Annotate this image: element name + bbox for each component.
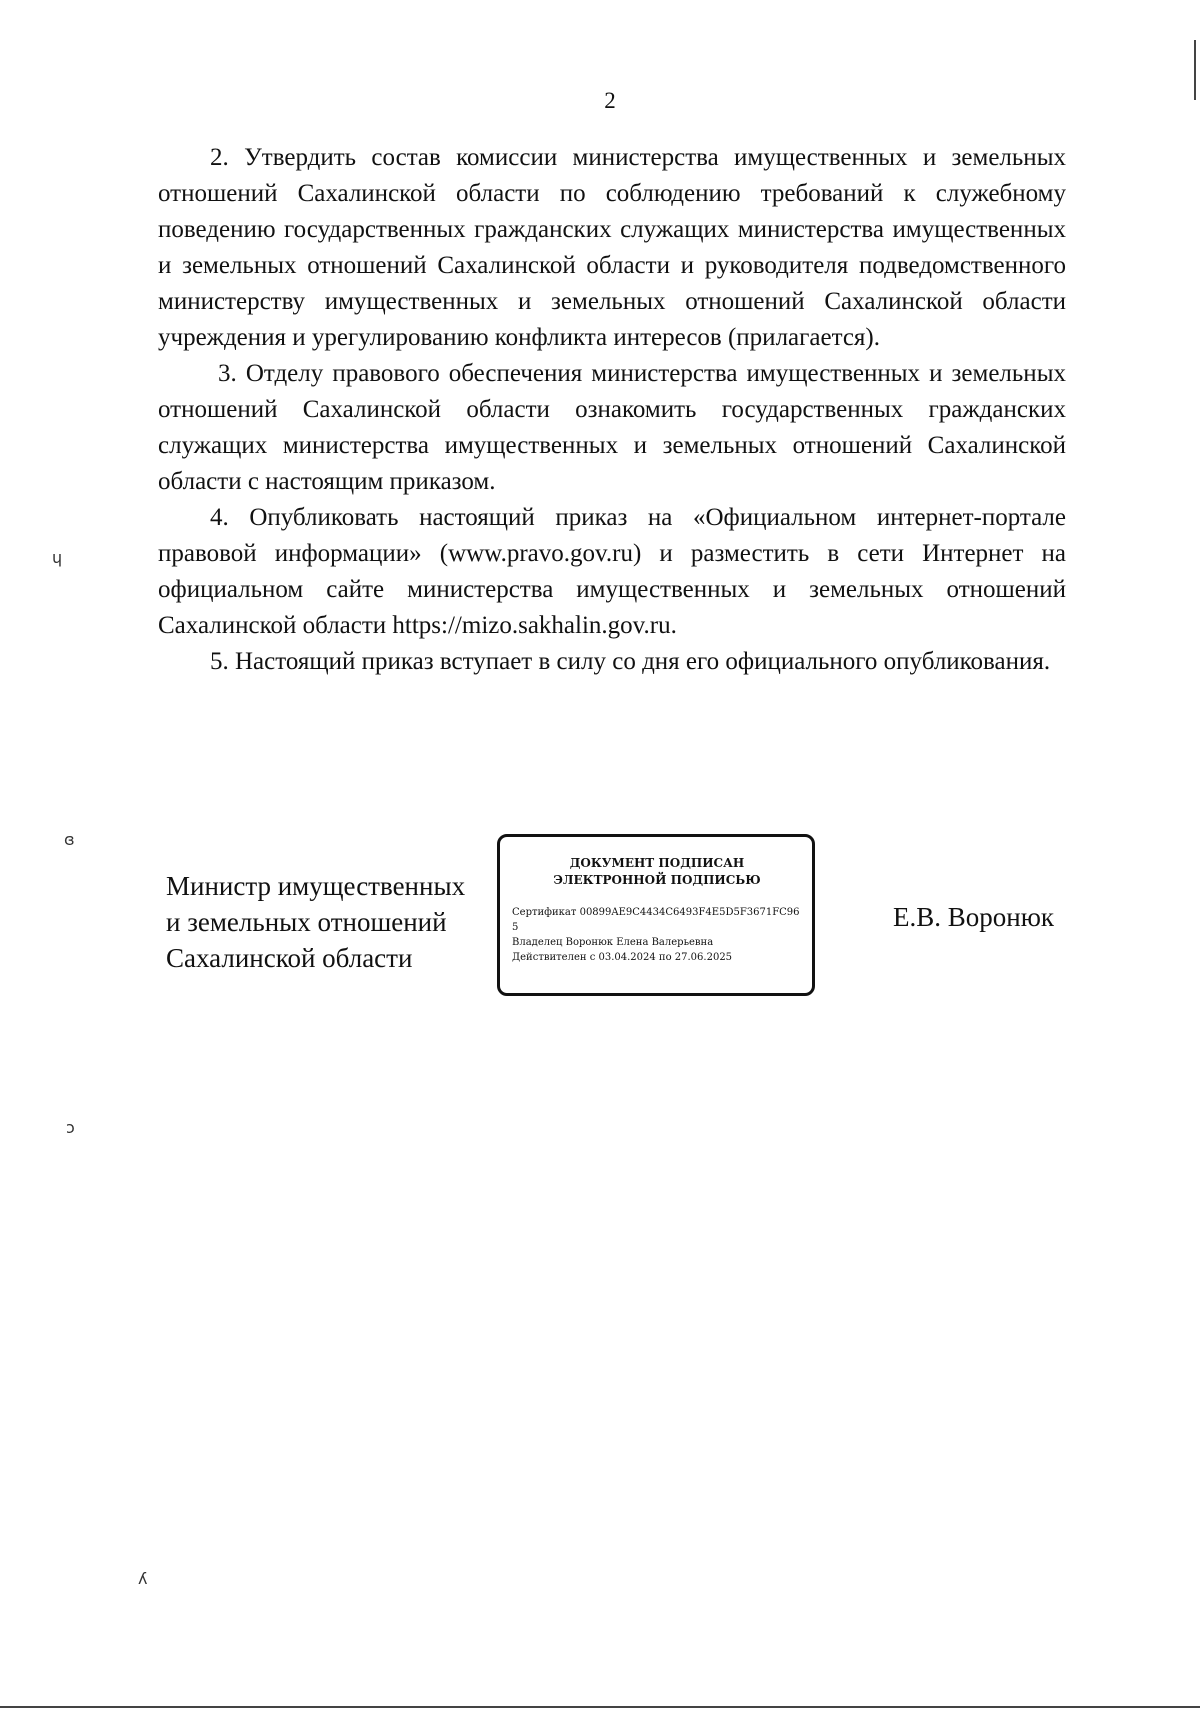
signatory-title bbox=[166, 868, 465, 976]
paragraph-4: 4. Опубликовать настоящий приказ на «Официальном интернет-портале правовой информации» (www.pravo.gov.ru) и разместить в сети Интернет на официальном сайте министерства имущественных и земельных отношений Сахалинской области https://mizo.sakhalin.gov.ru. bbox=[158, 504, 1066, 639]
stamp-certificate: Сертификат 00899AE9C4434C6493F4E5D5F3671FC965 bbox=[512, 907, 800, 933]
paragraph-5: 5. Настоящий приказ вступает в силу со дня его официального опубликования. bbox=[210, 648, 1051, 675]
scan-speck: ɥ bbox=[52, 548, 63, 567]
scan-edge-mark bbox=[0, 1706, 1200, 1708]
scan-speck: ɞ bbox=[64, 830, 75, 849]
signatory-title-line: Министр имущественных bbox=[166, 871, 466, 901]
stamp-validity: Действителен с 03.04.2024 по 27.06.2025 bbox=[512, 952, 733, 963]
electronic-signature-stamp bbox=[497, 834, 815, 996]
scan-speck: ɔ bbox=[66, 1118, 75, 1137]
paragraph-2: 2. Утвердить состав комиссии министерства имущественных и земельных отношений Сахалинской области по соблюдению требований к служебному поведению государственных гражданских служащих министерства имущественных и земельных отношений Сахалинской области и руководителя подведомственного министерству имущественных и земельных отношений Сахалинской области учреждения и урегулированию конфликта интересов (прилагается). bbox=[158, 144, 1066, 351]
scan-speck: ʎ bbox=[138, 1569, 148, 1588]
signatory-title-line: и земельных отношений bbox=[166, 907, 447, 937]
stamp-title-line: ДОКУМЕНТ ПОДПИСАН bbox=[569, 856, 745, 870]
stamp-owner: Владелец Воронюк Елена Валерьевна bbox=[512, 937, 714, 948]
stamp-title-line: ЭЛЕКТРОННОЙ ПОДПИСЬЮ bbox=[553, 873, 761, 887]
page-number: 2 bbox=[604, 88, 616, 113]
scan-edge-mark bbox=[1194, 40, 1196, 100]
signatory-title-line: Сахалинской области bbox=[166, 943, 413, 973]
paragraph-3: 3. Отделу правового обеспечения министерства имущественных и земельных отношений Сахалинской области ознакомить государственных гражданских служащих министерства имущественных и земельных отношений Сахалинской области с настоящим приказом. bbox=[158, 360, 1066, 495]
signatory-name: Е.В. Воронюк bbox=[893, 902, 1054, 932]
order-body bbox=[158, 140, 1066, 680]
